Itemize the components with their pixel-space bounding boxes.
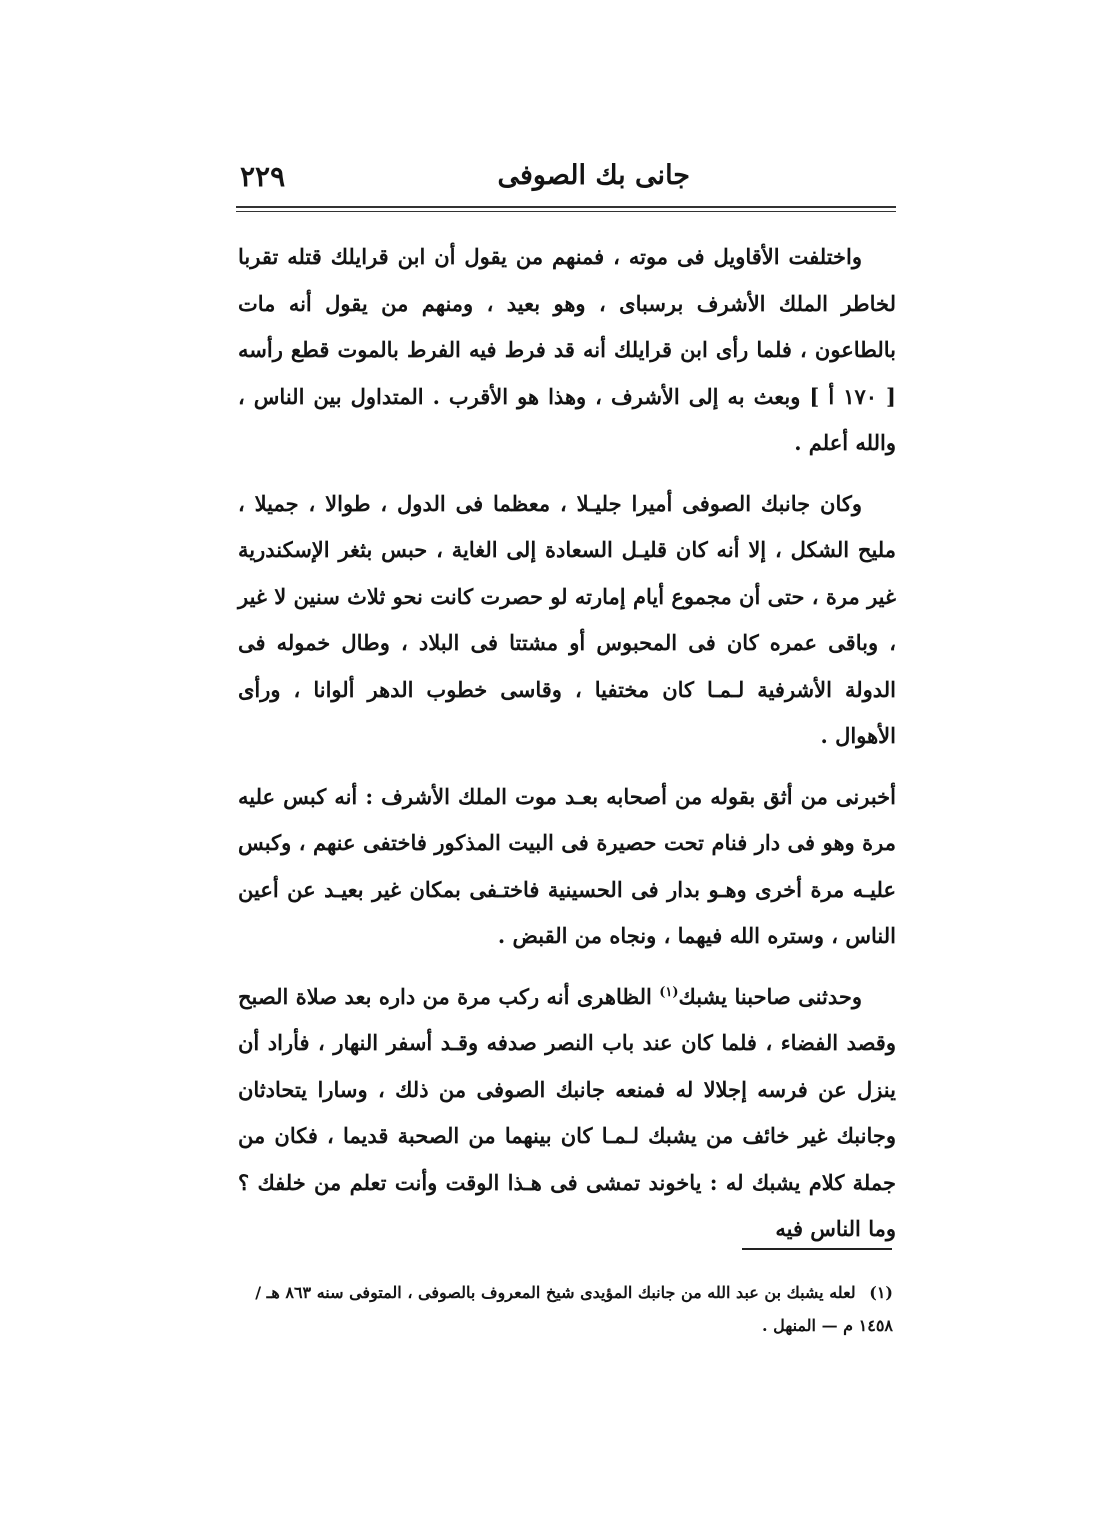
body-text xyxy=(238,234,896,1267)
header-rule xyxy=(236,206,896,208)
footnote-line-2: ١٤٥٨ م — المنهل . xyxy=(761,1316,893,1335)
header-rule-thin xyxy=(236,211,896,212)
footnote xyxy=(238,1276,893,1342)
footnote-rule xyxy=(742,1248,892,1250)
running-title: جانى بك الصوفى xyxy=(497,160,690,191)
footnote-text-1: لعله يشبك بن عبد الله من جانبك المؤيدى شيخ المعروف بالصوفى ، المتوفى سنه ٨٦٣ هـ / xyxy=(255,1283,856,1302)
paragraph-1: واختلفت الأقاويل فى موته ، فمنهم من يقول أن ابن قرايلك قتله تقربا لخاطر الملك الأشرف برسباى ، وهو بعيد ، ومنهم من يقول أنه مات بالطاعون ، فلما رأى ابن قرايلك أنه قد فرط فيه الفرط بالموت قطع رأسه [ ١٧٠ أ ] وبعث به إلى الأشرف ، وهذا هو الأقرب . المتداول بين الناس ، والله أعلم . xyxy=(238,244,896,455)
page-number: ٢٢٩ xyxy=(240,160,286,193)
page-header xyxy=(240,160,890,200)
paragraph-4-start: وحدثنى صاحبنا يشبك xyxy=(678,983,862,1009)
footnote-line-1 xyxy=(238,1276,893,1309)
paragraph-2: وكان جانبك الصوفى أميرا جليـلا ، معظما فى الدول ، طوالا ، جميلا ، مليح الشكل ، إلا أنه كان قليـل السعادة إلى الغاية ، حبس بثغر الإسكندرية غير مرة ، حتى أن مجموع أيام إمارته لو حصرت كانت نحو ثلاث سنين لا غير ، وباقى عمره كان فى المحبوس أو مشتتا فى البلاد ، وطال خموله فى الدولة الأشرفية لـمـا كان مختفيا ، وقاسى خطوب الدهر ألوانا ، ورأى الأهوال . xyxy=(238,490,896,748)
footnote-mark: (١) xyxy=(869,1283,893,1302)
paragraph-4 xyxy=(238,974,896,1253)
footnote-reference: (١) xyxy=(659,984,679,1000)
paragraph-3: أخبرنى من أثق بقوله من أصحابه بعـد موت الملك الأشرف : أنه كبس عليه مرة وهو فى دار فنام تحت حصيرة فى البيت المذكور فاختفى عنهم ، وكبس عليـه مرة أخرى وهـو بدار فى الحسينية فاختـفى بمكان غير بعيـد عن أعين الناس ، وستره الله فيهما ، ونجاه من القبض . xyxy=(238,783,896,948)
paragraph-4-rest: الظاهرى أنه ركب مرة من داره بعد صلاة الصبح وقصد الفضاء ، فلما كان عند باب النصر صدفه وقـد أسفر النهار ، فأراد أن ينزل عن فرسه إجلالا له فمنعه جانبك الصوفى من ذلك ، وسارا يتحادثان وجانبك غير خائف من يشبك لـمـا كان بينهما من الصحبة قديما ، فكان من جملة كلام يشبك له : ياخوند تمشى فى هـذا الوقت وأنت تعلم من خلفك ؟ وما الناس فيه xyxy=(238,983,896,1241)
